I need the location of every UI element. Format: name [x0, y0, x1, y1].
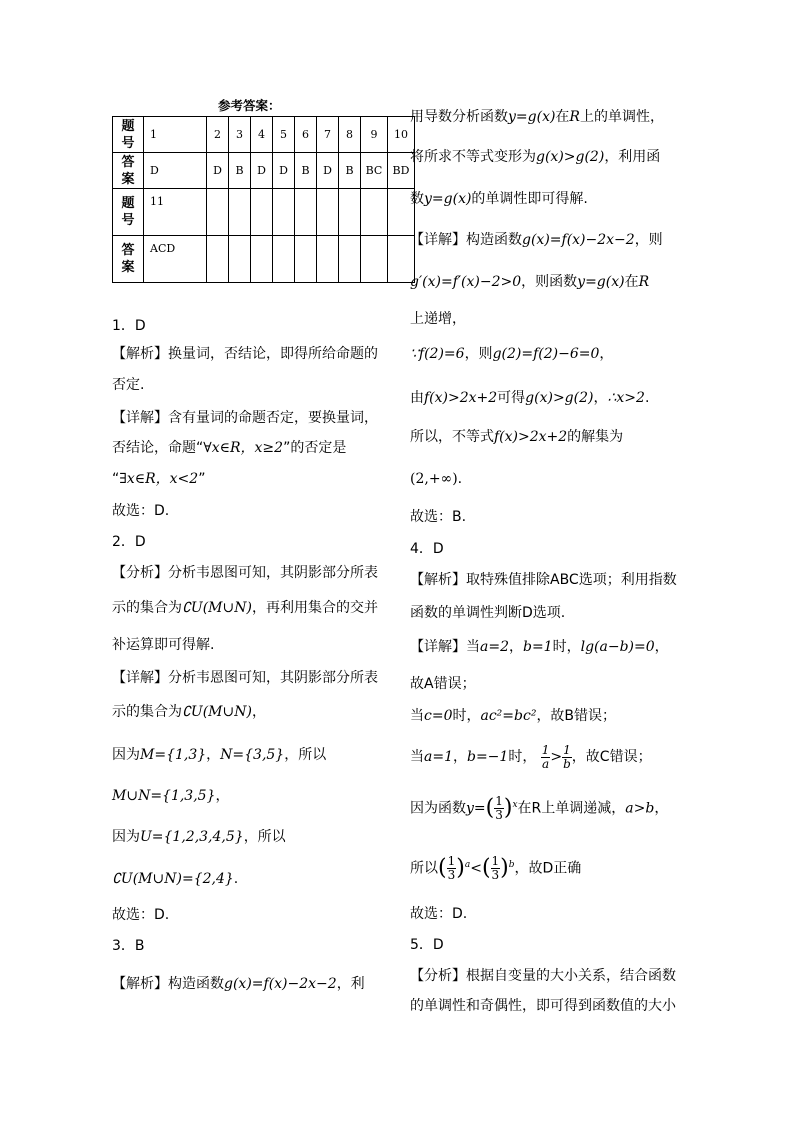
question-3-number: 3．B: [112, 938, 145, 954]
question-5-number: 5．D: [410, 937, 444, 953]
text: ，故D正确: [514, 860, 582, 877]
text: “: [112, 471, 120, 487]
text: 所以，不等式: [410, 429, 494, 445]
text-line: 上递增，: [410, 311, 466, 327]
table-cell: 4: [251, 117, 273, 153]
formula: y=: [466, 800, 486, 817]
fraction: $\frac{1}{3}$: [447, 854, 456, 883]
fraction: $\frac{1}{a}$: [541, 742, 550, 771]
answer-key-title: 参考答案：: [218, 98, 281, 113]
text: 可得: [497, 390, 526, 406]
text: ，: [215, 788, 230, 804]
formula: y=g(x): [577, 274, 625, 290]
text: 时，: [452, 708, 481, 724]
q3-choice: 故选：B.: [410, 509, 467, 525]
text: 当: [410, 749, 424, 765]
text: ”: [198, 471, 206, 487]
exponent: x: [512, 800, 518, 810]
table-cell: [251, 189, 273, 236]
text: ，故B错误；: [536, 708, 617, 724]
answer-key-table: [112, 116, 415, 283]
paren: ): [456, 855, 465, 881]
formula: g(x)>g(2): [536, 149, 605, 165]
q4-choice: 故选：D.: [410, 906, 468, 922]
text: ，: [508, 639, 523, 655]
q3-analysis: [112, 974, 365, 994]
text: ，所以: [243, 829, 286, 845]
table-cell: 9: [361, 117, 388, 153]
q4-detail: [410, 637, 669, 657]
text: 所以: [410, 860, 438, 877]
text: .: [644, 390, 650, 406]
table-cell: [295, 189, 317, 236]
table-cell: [273, 236, 295, 283]
q4-analysis: 【解析】取特殊值排除ABC选项；利用指数: [410, 572, 677, 588]
table-cell: [317, 189, 339, 236]
table-row: [113, 236, 415, 283]
text-line: 的单调性和奇偶性，即可得到函数值的大小: [410, 998, 676, 1014]
table-cell: [229, 236, 251, 283]
paren: ): [500, 855, 509, 881]
text: 在: [624, 274, 639, 290]
table-cell: 1: [144, 117, 207, 153]
paren: (: [481, 855, 491, 881]
table-row: [113, 117, 415, 153]
formula: >: [550, 749, 563, 765]
formula: y=g(x): [508, 109, 556, 125]
text-line: [112, 469, 205, 489]
paren: ): [503, 795, 513, 821]
text-line: 函数的单调性判断D选项.: [410, 605, 566, 621]
text-line: [112, 745, 326, 765]
text: 的单调性即可得解.: [471, 191, 588, 207]
q2-choice: 故选：D.: [112, 907, 170, 923]
formula: g(2)=f(2)−6=0: [492, 346, 600, 362]
text-line: 故A错误；: [410, 676, 476, 692]
text: ，: [452, 749, 467, 765]
text: 因为: [112, 747, 140, 763]
fraction: $\frac{1}{3}$: [495, 794, 503, 823]
formula: M∪N={1,3,5}: [112, 788, 216, 804]
formula: a=2: [480, 639, 509, 655]
formula: g(x)>g(2): [525, 390, 594, 406]
table-cell: ACD: [144, 236, 207, 283]
formula: ∃x∈R，x<2: [119, 471, 199, 487]
text-line: [410, 786, 668, 828]
text-line: [410, 189, 588, 209]
table-row: [113, 153, 415, 189]
text: ，则函数: [521, 274, 578, 290]
text: ，则: [464, 346, 493, 362]
text-line: [410, 706, 616, 726]
text-line: [112, 702, 266, 722]
table-cell: B: [295, 153, 317, 189]
text-line: [112, 827, 286, 847]
table-cell: 6: [295, 117, 317, 153]
solution-set: (2,+∞).: [410, 471, 463, 487]
table-cell: [317, 236, 339, 283]
formula: a>b: [625, 800, 655, 817]
table-cell: [295, 236, 317, 283]
text: 示的集合为: [112, 600, 182, 616]
text: ，: [654, 800, 669, 817]
table-cell: 10: [388, 117, 415, 153]
table-cell: [361, 189, 388, 236]
text: 由: [410, 390, 424, 406]
fraction: $\frac{1}{3}$: [491, 854, 500, 883]
q2-analysis: 【分析】分析韦恩图可知，其阴影部分所表: [112, 565, 378, 581]
text: ，: [593, 390, 608, 406]
table-cell: B: [339, 153, 361, 189]
text-line: 否定.: [112, 377, 145, 393]
text-line: [112, 869, 238, 889]
paren: (: [438, 855, 447, 881]
table-cell: [339, 236, 361, 283]
exponent: a: [464, 860, 471, 870]
formula: c=0: [424, 708, 453, 724]
text: 否结论，命题“: [112, 440, 204, 456]
text: ，利: [336, 976, 365, 992]
text-line: [410, 107, 664, 127]
text-line: [410, 147, 660, 167]
text: ，则: [634, 232, 663, 248]
formula: R: [569, 109, 580, 125]
text: 【详解】当: [410, 639, 480, 655]
table-row: [113, 189, 415, 236]
formula: R: [638, 274, 650, 290]
table-cell: [361, 236, 388, 283]
formula: g(x)=f(x)−2x−2: [522, 232, 635, 248]
text-line: [410, 272, 649, 292]
exponent: b: [508, 860, 515, 870]
table-cell: D: [251, 153, 273, 189]
text: 用导数分析函数: [410, 109, 508, 125]
formula: b=1: [522, 639, 553, 655]
text: 【解析】构造函数: [112, 976, 224, 992]
table-cell: [251, 236, 273, 283]
formula: b=−1: [466, 749, 509, 765]
text: ，: [599, 346, 614, 362]
text: ，: [654, 639, 669, 655]
fraction: $\frac{1}{b}$: [563, 742, 571, 771]
table-cell: [339, 189, 361, 236]
table-cell: 8: [339, 117, 361, 153]
formula: M={1,3}: [140, 747, 207, 763]
text-line: [112, 786, 229, 806]
table-cell: 3: [229, 117, 251, 153]
text-line: [410, 344, 613, 364]
text: ”的否定是: [283, 440, 347, 456]
text: 将所求不等式变形为: [410, 149, 536, 165]
formula: ac²=bc²: [480, 708, 537, 724]
table-cell: D: [317, 153, 339, 189]
q1-analysis: 【解析】换量词，否结论，即得所给命题的: [112, 346, 378, 362]
formula: ∀x∈R，x≥2: [203, 440, 284, 456]
table-cell: D: [207, 153, 229, 189]
text: ，: [251, 704, 266, 720]
formula: f(x)>2x+2: [424, 390, 498, 406]
text: 在: [555, 109, 570, 125]
text-line: 补运算即可得解.: [112, 637, 215, 653]
q3-detail: [410, 230, 663, 250]
formula: lg(a−b)=0: [580, 639, 655, 655]
table-cell: BD: [388, 153, 415, 189]
formula: N={3,5}: [220, 747, 285, 763]
row-label-answer: 答 案: [113, 236, 144, 283]
row-label-answer: 答 案: [113, 153, 144, 189]
text-line: [112, 598, 378, 618]
formula: ∁U(M∪N): [182, 704, 252, 720]
text: ，: [206, 747, 221, 763]
text: ，所以: [284, 747, 327, 763]
q1-detail: 【详解】含有量词的命题否定，要换量词，: [112, 410, 378, 426]
row-label-question: 题 号: [113, 117, 144, 153]
table-cell: B: [229, 153, 251, 189]
text: ，再利用集合的交并: [251, 600, 378, 616]
text: ，利用函: [604, 149, 661, 165]
question-2-number: 2．D: [112, 534, 146, 550]
table-cell: 5: [273, 117, 295, 153]
formula: y=g(x): [424, 191, 472, 207]
formula: ∁U(M∪N): [182, 600, 252, 616]
text: 的解集为: [567, 429, 624, 445]
text: 数: [410, 191, 424, 207]
row-label-question: 题 号: [113, 189, 144, 236]
text: 上的单调性，: [579, 109, 664, 125]
formula: ∵f(2)=6: [410, 346, 465, 362]
text-line: [112, 438, 346, 458]
text: .: [233, 871, 239, 887]
text: 时，: [508, 749, 537, 765]
formula: U={1,2,3,4,5}: [140, 829, 244, 845]
formula: g′(x)=f′(x)−2>0: [410, 274, 522, 290]
question-4-number: 4．D: [410, 541, 444, 557]
question-1-number: 1．D: [112, 318, 146, 334]
table-cell: [207, 236, 229, 283]
q1-choice: 故选：D.: [112, 503, 170, 519]
text: 因为: [112, 829, 140, 845]
q5-analysis: 【分析】根据自变量的大小关系，结合函数: [410, 968, 676, 984]
formula: f(x)>2x+2: [494, 429, 568, 445]
table-cell: [207, 189, 229, 236]
table-cell: 2: [207, 117, 229, 153]
text-line: [410, 846, 581, 888]
text: 【详解】构造函数: [410, 232, 522, 248]
formula: <: [470, 860, 482, 877]
formula: a=1: [424, 749, 453, 765]
text: 时，: [552, 639, 581, 655]
text: 因为函数: [410, 800, 466, 817]
table-cell: BC: [361, 153, 388, 189]
text: 示的集合为: [112, 704, 182, 720]
table-cell: 11: [144, 189, 207, 236]
formula: ∴x>2: [607, 390, 645, 406]
text: 在R上单调递减，: [517, 800, 626, 817]
text: ，故C错误；: [571, 749, 652, 765]
paren: (: [485, 795, 495, 821]
text-line: [410, 740, 652, 774]
text: 当: [410, 708, 424, 724]
formula: ∁U(M∪N)={2,4}: [112, 871, 234, 887]
table-cell: D: [273, 153, 295, 189]
text-line: [410, 388, 649, 408]
formula: g(x)=f(x)−2x−2: [224, 976, 337, 992]
text-line: [410, 427, 623, 447]
table-cell: 7: [317, 117, 339, 153]
q2-detail: 【详解】分析韦恩图可知，其阴影部分所表: [112, 670, 378, 686]
table-cell: [273, 189, 295, 236]
table-cell: D: [144, 153, 207, 189]
table-cell: [229, 189, 251, 236]
